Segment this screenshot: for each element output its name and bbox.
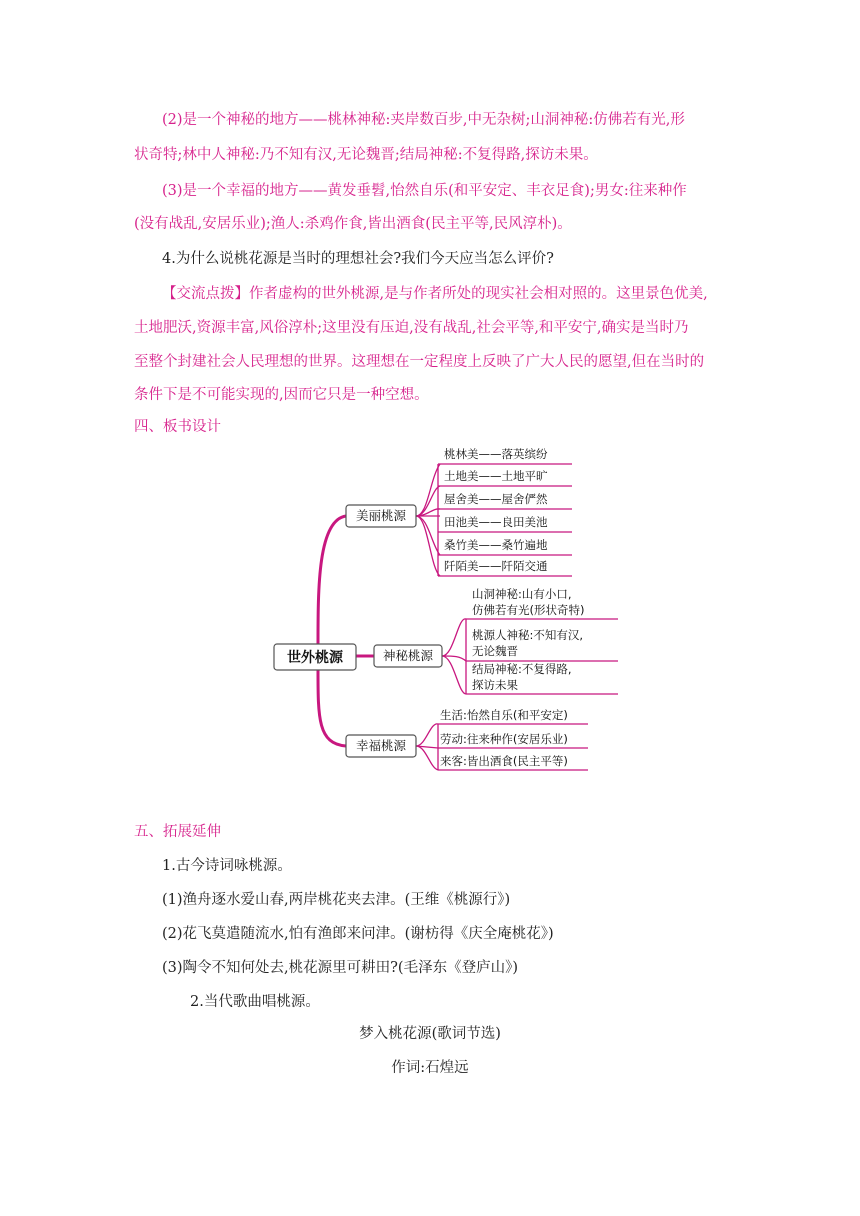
leaf-beautiful-1: 桃林美——落英缤纷 bbox=[444, 447, 548, 461]
leaf-mysterious-1b: 仿佛若有光(形状奇特) bbox=[472, 603, 585, 617]
extension-item-2: 2.当代歌曲唱桃源。 bbox=[190, 994, 320, 1010]
trunk-upper bbox=[318, 516, 346, 644]
answer-line-4: 条件下是不可能实现的,因而它只是一种空想。 bbox=[134, 387, 429, 403]
leaf-beautiful-4: 田池美——良田美池 bbox=[444, 515, 548, 529]
answer-line-3: 至整个封建社会人民理想的世界。这理想在一定程度上反映了广大人民的愿望,但在当时的 bbox=[134, 354, 705, 370]
blackboard-mindmap bbox=[270, 438, 630, 778]
root-node bbox=[274, 644, 356, 670]
leaf-beautiful-2: 土地美——土地平旷 bbox=[444, 469, 548, 483]
poem-1: (1)渔舟逐水爱山春,两岸桃花夹去津。(王维《桃源行》) bbox=[162, 892, 511, 908]
section-5-heading: 五、拓展延伸 bbox=[134, 824, 221, 840]
answer-line-1 bbox=[162, 284, 708, 304]
paragraph-2-line-2: 状奇特;林中人神秘:乃不知有汉,无论魏晋;结局神秘:不复得路,探访未果。 bbox=[134, 147, 598, 163]
leaf-happy-2: 劳动:往来种作(安居乐业) bbox=[440, 732, 568, 746]
discussion-tag: 【交流点拨】 bbox=[162, 286, 249, 302]
branch-label-mysterious: 神秘桃源 bbox=[382, 648, 434, 663]
poem-3: (3)陶令不知何处去,桃花源里可耕田?(毛泽东《登庐山》) bbox=[162, 960, 518, 976]
question-4: 4.为什么说桃花源是当时的理想社会?我们今天应当怎么评价? bbox=[162, 251, 554, 267]
leaf-mysterious-2a: 桃源人神秘:不知有汉, bbox=[472, 628, 584, 642]
leaf-happy-3: 来客:皆出酒食(民主平等) bbox=[440, 754, 568, 768]
branch-node-mysterious bbox=[374, 645, 442, 667]
lyricist: 作词:石煌远 bbox=[391, 1060, 469, 1076]
branch-node-happy bbox=[346, 735, 416, 757]
trunk-lower bbox=[318, 670, 346, 746]
paragraph-2-line-1: (2)是一个神秘的地方——桃林神秘:夹岸数百步,中无杂树;山洞神秘:仿佛若有光,形 bbox=[162, 112, 685, 128]
answer-text-1: 作者虚构的世外桃源,是与作者所处的现实社会相对照的。这里景色优美, bbox=[249, 286, 708, 302]
branch-label-happy: 幸福桃源 bbox=[355, 738, 407, 753]
answer-line-2: 土地肥沃,资源丰富,风俗淳朴;这里没有压迫,没有战乱,社会平等,和平安宁,确实是当时乃 bbox=[134, 320, 689, 336]
extension-item-1: 1.古今诗词咏桃源。 bbox=[162, 858, 292, 874]
poem-2: (2)花飞莫遣随流水,怕有渔郎来问津。(谢枋得《庆全庵桃花》) bbox=[162, 926, 554, 942]
branch-label-beautiful: 美丽桃源 bbox=[355, 508, 407, 523]
root-label: 世外桃源 bbox=[287, 650, 343, 666]
leaf-beautiful-6: 阡陌美——阡陌交通 bbox=[444, 559, 548, 573]
section-4-heading: 四、板书设计 bbox=[134, 419, 221, 435]
song-title: 梦入桃花源(歌词节选) bbox=[359, 1026, 501, 1042]
leaf-mysterious-2b: 无论魏晋 bbox=[472, 644, 518, 658]
leaf-mysterious-1a: 山洞神秘:山有小口, bbox=[472, 587, 572, 601]
leaf-happy-1: 生活:怡然自乐(和平安定) bbox=[440, 708, 568, 722]
leaf-beautiful-5: 桑竹美——桑竹遍地 bbox=[444, 538, 548, 552]
paragraph-3-line-2: (没有战乱,安居乐业);渔人:杀鸡作食,皆出酒食(民主平等,民风淳朴)。 bbox=[134, 216, 572, 232]
leaf-mysterious-3b: 探访未果 bbox=[472, 678, 518, 692]
branch-node-beautiful bbox=[346, 505, 416, 527]
paragraph-3-line-1: (3)是一个幸福的地方——黄发垂髫,怡然自乐(和平安定、丰衣足食);男女:往来种作 bbox=[162, 183, 687, 199]
leaf-beautiful-3: 屋舍美——屋舍俨然 bbox=[444, 492, 548, 506]
leaf-mysterious-3a: 结局神秘:不复得路, bbox=[472, 662, 572, 676]
